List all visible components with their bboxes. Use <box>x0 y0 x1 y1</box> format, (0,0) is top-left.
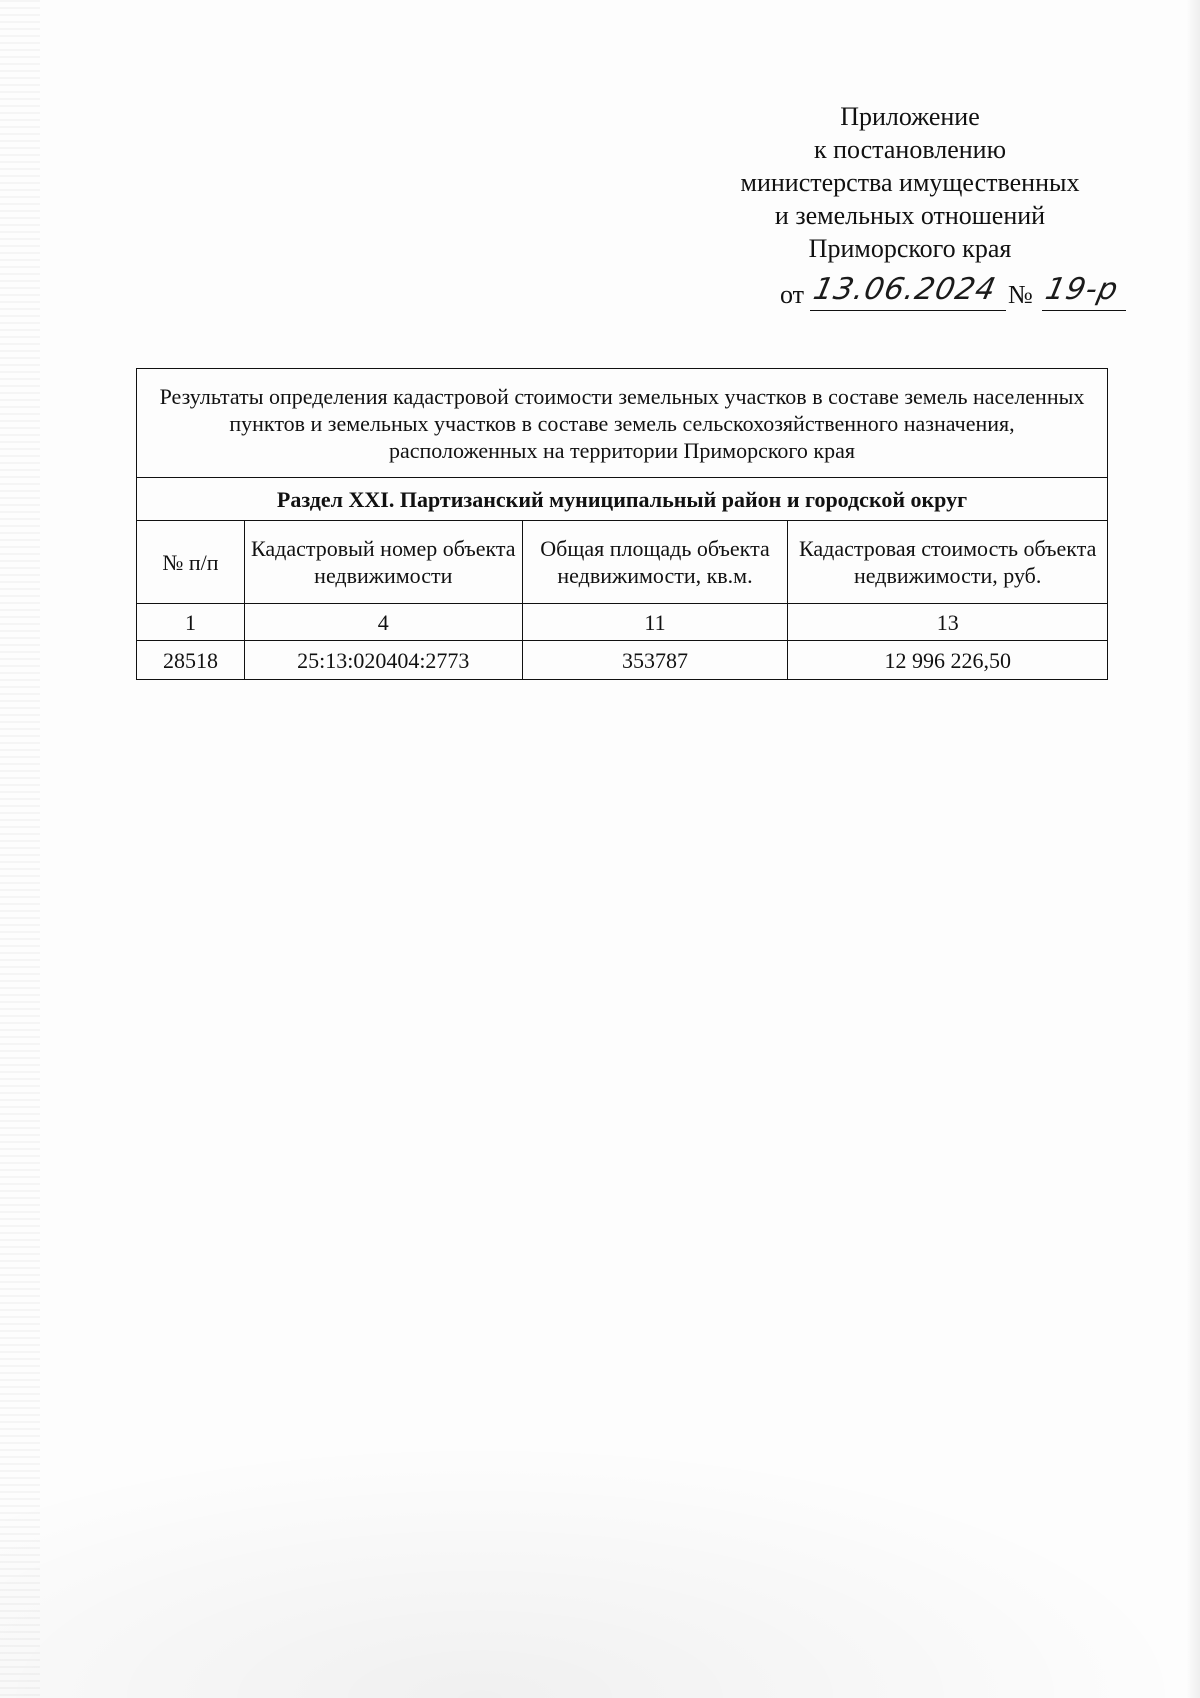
column-number-row <box>137 604 1108 641</box>
section-heading: Раздел XXI. Партизанский муниципальный район и городской округ <box>137 478 1108 521</box>
column-header: Общая площадь объекта недвижимости, кв.м. <box>522 521 788 604</box>
handwritten-date: 13.06.2024 <box>810 272 1000 307</box>
appendix-line: к постановлению <box>813 135 1007 164</box>
scan-noise-right <box>1186 0 1200 1698</box>
column-number: 1 <box>137 604 245 641</box>
appendix-line: Приморского края <box>808 234 1012 263</box>
appendix-header <box>700 100 1120 265</box>
appendix-line: и земельных отношений <box>774 201 1046 230</box>
cadastral-value-cell: 12 996 226,50 <box>788 641 1108 680</box>
column-number: 11 <box>522 604 788 641</box>
appendix-line: Приложение <box>840 102 980 131</box>
column-number: 13 <box>788 604 1108 641</box>
appendix-line: министерства имущественных <box>740 168 1080 197</box>
table-title: Результаты определения кадастровой стоимости земельных участков в составе земель населенных пунктов и земельных участков в составе земель сельскохозяйственного назначения, расположенных на территории Приморского края <box>137 369 1108 478</box>
cadastral-number-cell: 25:13:020404:2773 <box>244 641 522 680</box>
handwritten-number: 19-р <box>1042 272 1122 307</box>
row-number-cell: 28518 <box>137 641 245 680</box>
column-header: Кадастровая стоимость объекта недвижимости, руб. <box>788 521 1108 604</box>
column-header: Кадастровый номер объекта недвижимости <box>244 521 522 604</box>
date-prefix: от <box>780 280 805 309</box>
order-date-number <box>780 272 1140 316</box>
scan-noise-left <box>0 0 40 1698</box>
number-underline <box>1042 310 1126 311</box>
area-cell: 353787 <box>522 641 788 680</box>
date-underline <box>810 310 1006 311</box>
column-header: № п/п <box>137 521 245 604</box>
column-number: 4 <box>244 604 522 641</box>
scan-noise-bottom <box>0 1438 1200 1698</box>
table-header-row <box>137 521 1108 604</box>
number-prefix: № <box>1008 280 1033 309</box>
table-row <box>137 641 1108 680</box>
cadastral-value-table <box>136 368 1108 680</box>
